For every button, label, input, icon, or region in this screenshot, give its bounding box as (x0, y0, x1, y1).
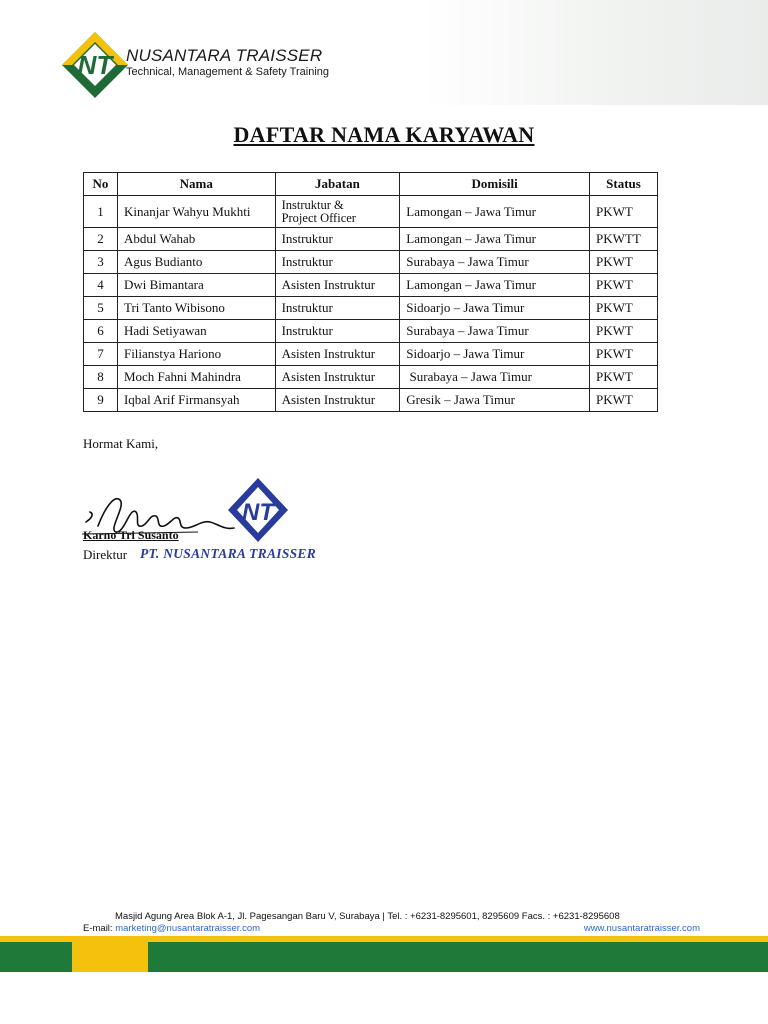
cell-jabatan: Asisten Instruktur (275, 343, 400, 366)
document-title: DAFTAR NAMA KARYAWAN (233, 122, 535, 147)
footer-address: Masjid Agung Area Blok A-1, Jl. Pagesangan Baru V, Surabaya | Tel. : +6231-8295601, 8295609 Facs. : +6231-8295608 (115, 911, 620, 922)
table-row (84, 389, 658, 412)
table-row (84, 297, 658, 320)
cell-no: 4 (84, 274, 118, 297)
footer-color-bar (0, 936, 768, 972)
cell-status: PKWT (590, 274, 658, 297)
cell-nama: Kinanjar Wahyu Mukhti (117, 196, 275, 228)
cell-jabatan: Instruktur (275, 251, 400, 274)
cell-domisili: Lamongan – Jawa Timur (400, 196, 590, 228)
column-header-nama: Nama (117, 173, 275, 196)
footer-email-link[interactable]: marketing@nusantaratraisser.com (115, 923, 261, 934)
cell-domisili: Lamongan – Jawa Timur (400, 228, 590, 251)
cell-domisili: Surabaya – Jawa Timur (400, 366, 590, 389)
footer-email-line (83, 923, 260, 934)
footer-email-label: E-mail: (83, 923, 116, 934)
signer-role: Direktur (83, 547, 128, 562)
svg-text:NT: NT (77, 50, 113, 80)
cell-nama: Abdul Wahab (117, 228, 275, 251)
cell-jabatan: Asisten Instruktur (275, 366, 400, 389)
footer-bar-yellow-block (72, 942, 148, 972)
cell-no: 2 (84, 228, 118, 251)
closing-greeting: Hormat Kami, (83, 436, 159, 451)
cell-status: PKWT (590, 320, 658, 343)
cell-status: PKWT (590, 366, 658, 389)
cell-nama: Tri Tanto Wibisono (117, 297, 275, 320)
nt-diamond-logo-icon (60, 30, 130, 100)
table-row (84, 343, 658, 366)
signer-name: Karno Tri Susanto (83, 528, 179, 542)
table-row (84, 320, 658, 343)
cell-domisili: Lamongan – Jawa Timur (400, 274, 590, 297)
cell-no: 9 (84, 389, 118, 412)
cell-jabatan: Asisten Instruktur (275, 274, 400, 297)
cell-jabatan: Instruktur (275, 320, 400, 343)
employee-table (83, 172, 658, 412)
column-header-jabatan: Jabatan (275, 173, 400, 196)
cell-jabatan: Instruktur (275, 228, 400, 251)
cell-domisili: Sidoarjo – Jawa Timur (400, 343, 590, 366)
cell-nama: Dwi Bimantara (117, 274, 275, 297)
cell-nama: Iqbal Arif Firmansyah (117, 389, 275, 412)
cell-nama: Hadi Setiyawan (117, 320, 275, 343)
cell-domisili: Surabaya – Jawa Timur (400, 251, 590, 274)
column-header-no: No (84, 173, 118, 196)
svg-text:NT: NT (242, 499, 274, 526)
table-row (84, 274, 658, 297)
cell-domisili: Surabaya – Jawa Timur (400, 320, 590, 343)
cell-status: PKWTT (590, 228, 658, 251)
cell-no: 6 (84, 320, 118, 343)
company-name: NUSANTARA TRAISSER (126, 46, 323, 65)
company-tagline: Technical, Management & Safety Training (126, 66, 330, 78)
cell-status: PKWT (590, 196, 658, 228)
table-row (84, 228, 658, 251)
table-header-row (84, 173, 658, 196)
cell-jabatan: Instruktur (275, 297, 400, 320)
cell-no: 8 (84, 366, 118, 389)
cell-status: PKWT (590, 389, 658, 412)
company-stamp-text: PT. NUSANTARA TRAISSER (140, 546, 317, 561)
cell-status: PKWT (590, 343, 658, 366)
cell-no: 7 (84, 343, 118, 366)
column-header-status: Status (590, 173, 658, 196)
cell-jabatan: Instruktur & Project Officer (275, 196, 400, 228)
cell-no: 1 (84, 196, 118, 228)
cell-no: 5 (84, 297, 118, 320)
table-row (84, 366, 658, 389)
cell-domisili: Gresik – Jawa Timur (400, 389, 590, 412)
cell-status: PKWT (590, 297, 658, 320)
cell-nama: Filianstya Hariono (117, 343, 275, 366)
footer-website-link[interactable]: www.nusantaratraisser.com (583, 923, 700, 934)
cell-nama: Moch Fahni Mahindra (117, 366, 275, 389)
table-row (84, 196, 658, 228)
cell-status: PKWT (590, 251, 658, 274)
cell-nama: Agus Budianto (117, 251, 275, 274)
cell-no: 3 (84, 251, 118, 274)
table-row (84, 251, 658, 274)
cell-domisili: Sidoarjo – Jawa Timur (400, 297, 590, 320)
cell-jabatan: Asisten Instruktur (275, 389, 400, 412)
column-header-domisili: Domisili (400, 173, 590, 196)
